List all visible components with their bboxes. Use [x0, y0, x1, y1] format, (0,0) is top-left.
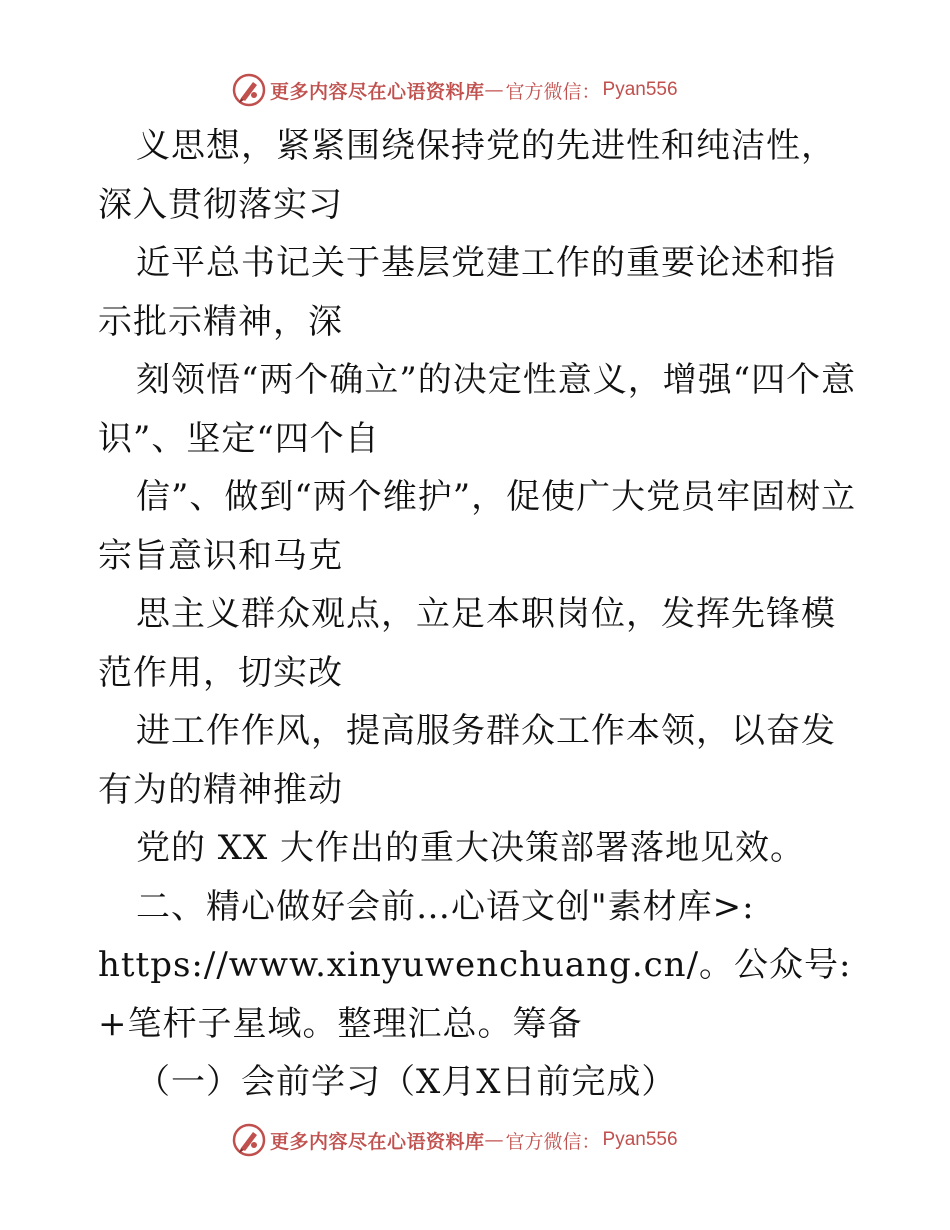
paragraph-1: 义思想，紧紧围绕保持党的先进性和纯洁性，深入贯彻落实习 [98, 126, 836, 225]
watermark-main-text: 更多内容尽在心语资料库 [270, 1130, 485, 1153]
paragraph-3: 刻领悟“两个确立”的决定性意义，增强“四个意识”、坚定“四个自 [98, 360, 857, 459]
paragraph-5: 思主义群众观点，立足本职岗位，发挥先锋模范作用，切实改 [98, 594, 836, 693]
watermark-wechat-label: 官方微信： [505, 80, 601, 103]
footer-watermark [232, 1120, 752, 1160]
paragraph-7: 党的 XX 大作出的重大决策部署落地见效。 [136, 828, 806, 868]
paragraph-2: 近平总书记关于基层党建工作的重要论述和指示批示精神，深 [98, 243, 836, 342]
paragraph-8: 二、精心做好会前…心语文创"素材库>: https://www.xinyuwenchuang.cn/。公众号: +笔杆子星域。整理汇总。筹备 [98, 886, 864, 1044]
header-watermark [232, 70, 752, 110]
watermark-main-text: 更多内容尽在心语资料库 [270, 80, 485, 103]
watermark-wechat-label: 官方微信： [505, 1130, 601, 1153]
paragraph-4: 信”、做到“两个维护”，促使广大党员牢固树立宗旨意识和马克 [98, 477, 857, 576]
pen-logo-icon [232, 73, 266, 107]
document-body [98, 117, 864, 1112]
section-heading: （一）会前学习（X月X日前完成） [136, 1062, 677, 1102]
pen-logo-icon [232, 1123, 266, 1157]
paragraph-6: 进工作作风，提高服务群众工作本领，以奋发有为的精神推动 [98, 711, 836, 810]
watermark-separator: — [484, 1129, 504, 1151]
watermark-separator: — [484, 79, 504, 101]
watermark-wechat-id: Pyan556 [602, 1129, 678, 1150]
watermark-wechat-id: Pyan556 [602, 79, 678, 100]
